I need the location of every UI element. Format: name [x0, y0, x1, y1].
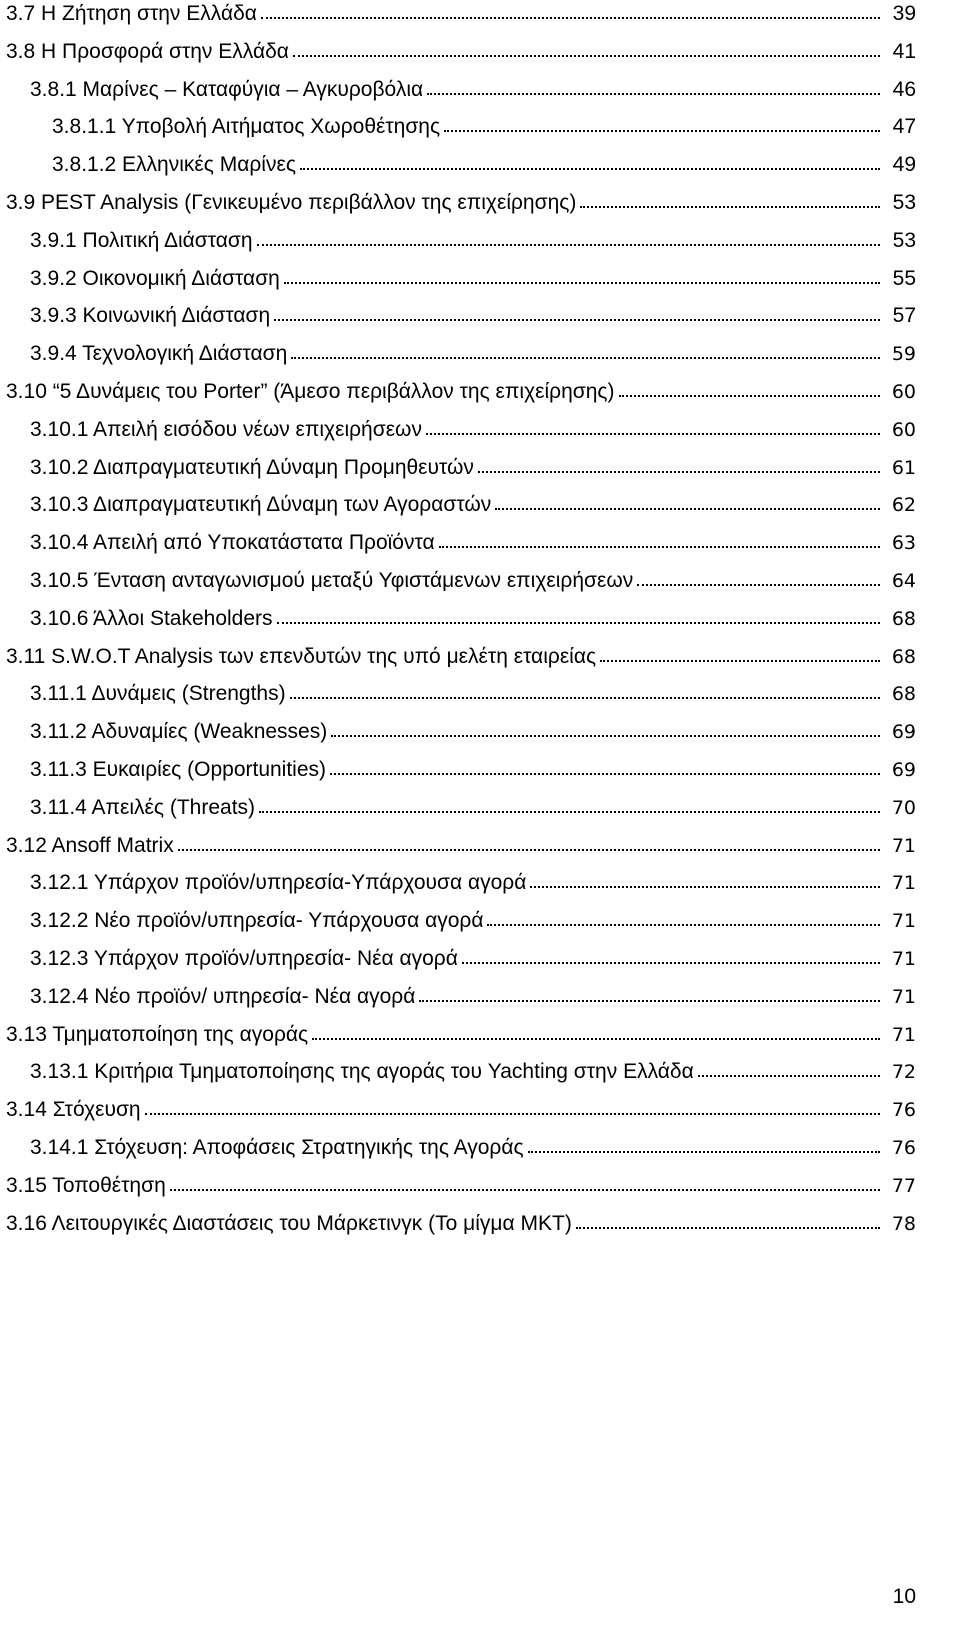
toc-entry-page: 68 [891, 607, 916, 630]
toc-entry-title: 3.12.3 Υπάρχον προϊόν/υπηρεσία- Νέα αγορά [30, 947, 458, 970]
toc-entry-inner [30, 941, 916, 977]
toc-entry-title: 3.11 S.W.O.T Analysis των επενδυτών της υπό μελέτη εταιρείας [6, 644, 597, 668]
toc-dot-leader [487, 923, 880, 926]
toc-entry-inner [30, 752, 916, 788]
toc-entry-title: 3.12.2 Νέο προϊόν/υπηρεσία- Υπάρχουσα αγορά [30, 909, 484, 933]
toc-entry-inner [30, 979, 916, 1015]
toc-entry-title: 3.10.4 Απειλή από Υποκατάστατα Προϊόντα [30, 531, 435, 555]
toc-entry-page: 55 [892, 266, 916, 290]
toc-entry[interactable] [0, 374, 960, 410]
toc-entry-inner [30, 412, 916, 448]
toc-entry-page: 57 [892, 304, 916, 328]
toc-entry[interactable] [0, 1206, 960, 1242]
toc-entry-inner [6, 1092, 916, 1128]
toc-entry[interactable] [0, 412, 960, 448]
toc-dot-leader [274, 318, 880, 321]
toc-entry-page: 71 [891, 910, 916, 933]
toc-entry-inner [6, 828, 916, 864]
toc-dot-leader [178, 848, 880, 851]
toc-entry-inner [30, 223, 916, 259]
toc-entry-page: 71 [891, 1023, 916, 1046]
toc-entry-inner [6, 374, 916, 410]
toc-entry-inner [30, 790, 916, 826]
toc-entry-title: 3.10.1 Απειλή εισόδου νέων επιχειρήσεων [30, 417, 422, 441]
toc-entry-inner [30, 714, 916, 750]
toc-entry-page: 62 [891, 494, 916, 517]
toc-entry-title: 3.9.1 Πολιτική Διάσταση [30, 228, 253, 252]
toc-entry-title: 3.8.1.2 Ελληνικές Μαρίνες [52, 153, 296, 177]
toc-entry-title: 3.14 Στόχευση [6, 1098, 141, 1122]
toc-entry[interactable] [0, 979, 960, 1015]
toc-entry-page: 68 [891, 645, 916, 668]
toc-entry-page: 47 [892, 115, 916, 139]
toc-entry-inner [6, 185, 916, 221]
toc-entry-title: 3.12.4 Νέο προϊόν/ υπηρεσία- Νέα αγορά [30, 984, 416, 1008]
toc-entry-title: 3.8 Η Προσφορά στην Ελλάδα [6, 39, 289, 63]
toc-entry-title: 3.11.3 Ευκαιρίες (Opportunities) [30, 758, 327, 781]
toc-entry-inner [6, 0, 916, 32]
toc-entry-page: 77 [891, 1174, 916, 1197]
toc-entry[interactable] [0, 298, 960, 334]
toc-entry-title: 3.7 Η Ζήτηση στην Ελλάδα [6, 2, 257, 25]
toc-entry[interactable] [0, 790, 960, 826]
toc-entry-inner [30, 563, 916, 599]
toc-entry[interactable] [0, 639, 960, 675]
toc-entry-page: 72 [891, 1061, 916, 1084]
toc-entry-page: 60 [891, 381, 916, 403]
toc-entry-page: 60 [891, 418, 916, 441]
toc-dot-leader [300, 167, 880, 170]
toc-entry-page: 78 [891, 1212, 916, 1235]
toc-entry[interactable] [0, 336, 960, 372]
toc-entry[interactable] [0, 941, 960, 977]
toc-entry[interactable] [0, 487, 960, 523]
toc-dot-leader [312, 1037, 880, 1040]
toc-entry-page: 71 [891, 948, 916, 970]
toc-entry-page: 69 [891, 759, 916, 781]
toc-dot-leader [284, 281, 880, 284]
toc-entry[interactable] [0, 185, 960, 221]
toc-entry[interactable] [0, 903, 960, 939]
toc-dot-leader [528, 1150, 880, 1153]
toc-entry[interactable] [0, 0, 960, 32]
toc-dot-leader [600, 659, 880, 662]
toc-entry[interactable] [0, 1168, 960, 1204]
toc-entry-page: 59 [891, 343, 916, 366]
toc-dot-leader [439, 545, 880, 548]
toc-dot-leader [444, 129, 880, 132]
toc-entry-inner [30, 72, 916, 108]
toc-entry[interactable] [0, 828, 960, 864]
toc-entry-page: 71 [891, 834, 916, 857]
toc-dot-leader [170, 1188, 880, 1191]
toc-entry-inner [30, 903, 916, 939]
toc-entry-title: 3.14.1 Στόχευση: Αποφάσεις Στρατηγικής της Αγοράς [30, 1136, 524, 1159]
toc-entry-inner [30, 298, 916, 334]
toc-entry-inner [30, 525, 916, 561]
toc-entry[interactable] [0, 450, 960, 486]
toc-entry-page: 69 [891, 721, 916, 744]
toc-dot-leader [478, 470, 880, 473]
toc-entry-title: 3.8.1 Μαρίνες – Καταφύγια – Αγκυροβόλια [30, 77, 424, 101]
toc-dot-leader [331, 734, 880, 737]
toc-entry-page: 49 [892, 153, 916, 177]
toc-entry-title: 3.13.1 Κριτήρια Τμηματοποίησης της αγοράς του Yachting στην Ελλάδα [30, 1060, 694, 1084]
toc-dot-leader [330, 772, 880, 775]
toc-entry-page: 39 [892, 2, 916, 25]
toc-entry[interactable] [0, 865, 960, 901]
toc-dot-leader [257, 243, 880, 246]
toc-entry[interactable] [0, 223, 960, 259]
toc-entry-page: 71 [891, 872, 916, 895]
toc-entry-title: 3.12.1 Υπάρχον προϊόν/υπηρεσία-Υπάρχουσα αγορά [30, 871, 527, 895]
toc-entry[interactable] [0, 1054, 960, 1090]
toc-entry-inner [30, 1054, 916, 1090]
toc-entry-title: 3.11.1 Δυνάμεις (Strengths) [30, 682, 286, 706]
toc-entry-page: 68 [891, 683, 916, 706]
toc-entry[interactable] [0, 714, 960, 750]
toc-entry-page: 46 [892, 77, 916, 101]
toc-dot-leader [530, 885, 880, 888]
toc-entry-title: 3.10.2 Διαπραγματευτική Δύναμη Προμηθευτών [30, 455, 474, 479]
toc-dot-leader [637, 583, 880, 586]
toc-entry-page: 41 [892, 39, 916, 63]
toc-dot-leader [290, 696, 880, 699]
toc-entry[interactable] [0, 1130, 960, 1166]
toc-entry[interactable] [0, 34, 960, 70]
toc-dot-leader [259, 810, 880, 813]
toc-entry-page: 63 [891, 532, 916, 555]
toc-entry-title: 3.9 PEST Analysis (Γενικευμένο περιβάλλον της επιχείρησης) [6, 191, 577, 214]
toc-dot-leader [261, 16, 880, 19]
toc-entry[interactable] [0, 563, 960, 599]
toc-entry-inner [6, 639, 916, 675]
toc-entry-title: 3.9.4 Τεχνολογική Διάσταση [30, 342, 288, 366]
toc-entry-title: 3.11.2 Αδυναμίες (Weaknesses) [30, 720, 328, 744]
toc-entry-title: 3.10.6 Άλλοι Stakeholders [30, 606, 273, 630]
toc-entry-title: 3.15 Τοποθέτηση [6, 1173, 166, 1197]
toc-entry-inner [30, 336, 916, 372]
toc-entry-title: 3.10.5 Ένταση ανταγωνισμού μεταξύ Υφιστάμενων επιχειρήσεων [30, 569, 634, 592]
toc-dot-leader [580, 205, 880, 208]
toc-entry-page: 53 [892, 228, 916, 252]
toc-entry[interactable] [0, 525, 960, 561]
toc-entry-title: 3.16 Λειτουργικές Διαστάσεις του Μάρκετινγκ (Το μίγμα ΜΚΤ) [6, 1211, 572, 1235]
toc-entry[interactable] [0, 147, 960, 183]
toc-entry[interactable] [0, 261, 960, 297]
toc-entry-title: 3.8.1.1 Υποβολή Αιτήματος Χωροθέτησης [52, 115, 441, 139]
toc-dot-leader [619, 394, 881, 397]
toc-entry-title: 3.10 “5 Δυνάμεις του Porter” (Άμεσο περιβάλλον της επιχείρησης) [6, 380, 615, 403]
toc-dot-leader [495, 507, 880, 510]
toc-entry-inner [6, 34, 916, 70]
toc-entry-inner [6, 1168, 916, 1204]
toc-entry[interactable] [0, 109, 960, 145]
toc-entry-inner [6, 1206, 916, 1242]
toc-entry[interactable] [0, 676, 960, 712]
toc-dot-leader [576, 1226, 880, 1229]
page-number: 10 [892, 1585, 916, 1608]
toc-entry-inner [30, 261, 916, 297]
toc-entry-page: 61 [891, 456, 916, 479]
toc-entry-inner [30, 1130, 916, 1166]
toc-entry[interactable] [0, 1092, 960, 1128]
toc-entry-title: 3.9.3 Κοινωνική Διάσταση [30, 304, 271, 328]
toc-entry-title: 3.9.2 Οικονομική Διάσταση [30, 266, 280, 290]
toc-entry-title: 3.13 Τμηματοποίηση της αγοράς [6, 1022, 309, 1046]
toc-entry-inner [30, 450, 916, 486]
toc-entry-inner [30, 676, 916, 712]
toc-dot-leader [462, 961, 880, 964]
toc-entry-inner [52, 109, 916, 145]
toc-dot-leader [291, 356, 880, 359]
toc-dot-leader [277, 621, 880, 624]
toc-entry-title: 3.10.3 Διαπραγματευτική Δύναμη των Αγοραστών [30, 493, 492, 517]
toc-entry[interactable] [0, 752, 960, 788]
toc-dot-leader [698, 1074, 880, 1077]
toc-entry-page: 76 [891, 1099, 916, 1122]
toc-entry-inner [30, 865, 916, 901]
toc-entry-page: 64 [891, 570, 916, 592]
toc-entry[interactable] [0, 72, 960, 108]
toc-entry-inner [30, 601, 916, 637]
toc-entry-page: 76 [891, 1137, 916, 1159]
toc-entry[interactable] [0, 1017, 960, 1053]
toc-entry-title: 3.11.4 Απειλές (Threats) [30, 795, 256, 819]
toc-dot-leader [293, 54, 880, 57]
toc-entry-title: 3.12 Ansoff Matrix [6, 833, 174, 857]
toc-entry-page: 53 [892, 191, 916, 214]
toc-dot-leader [426, 432, 880, 435]
toc-entry[interactable] [0, 601, 960, 637]
toc-entry-page: 71 [891, 985, 916, 1008]
toc-dot-leader [145, 1112, 880, 1115]
toc-entry-inner [30, 487, 916, 523]
toc-dot-leader [419, 999, 880, 1002]
toc-entry-inner [52, 147, 916, 183]
toc-entry-page: 70 [891, 796, 916, 819]
toc-entry-inner [6, 1017, 916, 1053]
toc-dot-leader [427, 92, 880, 95]
